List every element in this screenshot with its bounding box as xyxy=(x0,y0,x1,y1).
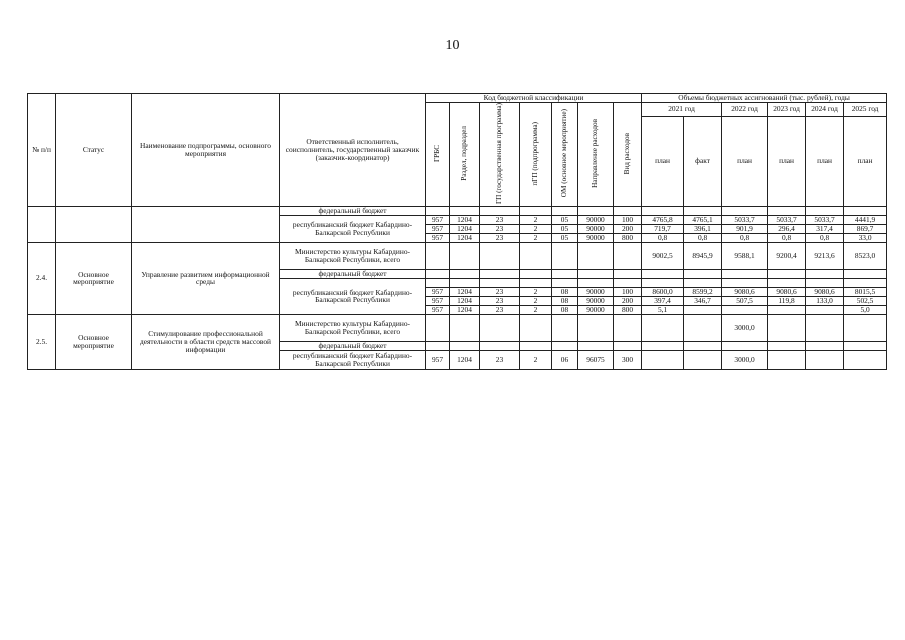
header-code-label: ГП (государственная программа) xyxy=(494,103,503,205)
cell: 9002,5 xyxy=(642,242,684,269)
cell: 33,0 xyxy=(844,233,887,242)
page-number: 10 xyxy=(445,38,460,53)
cell: 96075 xyxy=(578,350,614,369)
cell: 23 xyxy=(480,305,520,314)
cell: 23 xyxy=(480,224,520,233)
cell xyxy=(768,305,806,314)
cell xyxy=(684,305,722,314)
cell: 9588,1 xyxy=(722,242,768,269)
row-number: 2.5. xyxy=(28,314,56,369)
header-sub: план xyxy=(844,116,887,206)
cell: 4765,8 xyxy=(642,215,684,224)
header-code-label: Направление расходов xyxy=(590,119,599,188)
cell: 719,7 xyxy=(642,224,684,233)
header-code-col xyxy=(450,103,480,207)
cell: 2 xyxy=(520,287,552,296)
cell: 08 xyxy=(552,296,578,305)
resp-cell: республиканский бюджет Кабардино-Балкарской Республики xyxy=(280,278,426,314)
cell: 2 xyxy=(520,233,552,242)
cell: 1204 xyxy=(450,233,480,242)
cell: 23 xyxy=(480,215,520,224)
cell: 8015,5 xyxy=(844,287,887,296)
cell: 90000 xyxy=(578,224,614,233)
header-code-label: ОМ (основное мероприятие) xyxy=(559,109,568,198)
cell: 346,7 xyxy=(684,296,722,305)
cell xyxy=(768,350,806,369)
cell: 0,8 xyxy=(722,233,768,242)
cell: 957 xyxy=(426,296,450,305)
row-status: Основное мероприятие xyxy=(56,314,132,369)
cell: 06 xyxy=(552,350,578,369)
cell: 296,4 xyxy=(768,224,806,233)
cell: 05 xyxy=(552,215,578,224)
cell: 957 xyxy=(426,350,450,369)
cell: 957 xyxy=(426,224,450,233)
header-year: 2021 год xyxy=(642,103,722,117)
cell: 4441,9 xyxy=(844,215,887,224)
header-volume-group: Объемы бюджетных ассигнований (тыс. рублей), годы xyxy=(642,94,887,103)
header-sub: план xyxy=(722,116,768,206)
cell: 800 xyxy=(614,305,642,314)
header-sub: факт xyxy=(684,116,722,206)
header-code-col xyxy=(426,103,450,207)
cell: 2 xyxy=(520,350,552,369)
cell: 23 xyxy=(480,296,520,305)
row-name: Стимулирование профессиональной деятельности в области средств массовой информации xyxy=(132,314,280,369)
resp-cell: федеральный бюджет xyxy=(280,269,426,278)
row-number: 2.4. xyxy=(28,242,56,314)
table-row xyxy=(28,206,887,215)
cell: 1204 xyxy=(450,215,480,224)
cell: 502,5 xyxy=(844,296,887,305)
cell: 90000 xyxy=(578,296,614,305)
cell: 800 xyxy=(614,233,642,242)
cell: 397,4 xyxy=(642,296,684,305)
cell: 5,1 xyxy=(642,305,684,314)
cell xyxy=(806,350,844,369)
cell: 90000 xyxy=(578,287,614,296)
cell: 300 xyxy=(614,350,642,369)
header-year: 2025 год xyxy=(844,103,887,117)
cell: 08 xyxy=(552,305,578,314)
cell: 0,8 xyxy=(684,233,722,242)
header-year: 2024 год xyxy=(806,103,844,117)
cell: 3000,0 xyxy=(722,314,768,341)
cell: 317,4 xyxy=(806,224,844,233)
cell: 9080,6 xyxy=(768,287,806,296)
header-code-col xyxy=(552,103,578,207)
cell: 507,5 xyxy=(722,296,768,305)
cell: 2 xyxy=(520,305,552,314)
header-code-label: Вид расходов xyxy=(622,132,631,175)
cell: 200 xyxy=(614,296,642,305)
resp-cell: Министерство культуры Кабардино-Балкарской Республики, всего xyxy=(280,242,426,269)
cell: 5,0 xyxy=(844,305,887,314)
cell: 957 xyxy=(426,287,450,296)
budget-table xyxy=(27,93,887,370)
cell: 9213,6 xyxy=(806,242,844,269)
cell: 23 xyxy=(480,233,520,242)
cell: 5033,7 xyxy=(806,215,844,224)
cell: 100 xyxy=(614,215,642,224)
header-year: 2023 год xyxy=(768,103,806,117)
cell xyxy=(806,305,844,314)
row-status: Основное мероприятие xyxy=(56,242,132,314)
cell: 200 xyxy=(614,224,642,233)
cell: 2 xyxy=(520,224,552,233)
cell: 8945,9 xyxy=(684,242,722,269)
cell: 08 xyxy=(552,287,578,296)
cell: 1204 xyxy=(450,224,480,233)
table-row xyxy=(28,314,887,341)
cell: 0,8 xyxy=(642,233,684,242)
header-status: Статус xyxy=(56,94,132,207)
cell: 1204 xyxy=(450,287,480,296)
cell: 90000 xyxy=(578,233,614,242)
cell: 90000 xyxy=(578,305,614,314)
cell: 0,8 xyxy=(768,233,806,242)
header-sub: план xyxy=(806,116,844,206)
header-sub: план xyxy=(768,116,806,206)
cell: 100 xyxy=(614,287,642,296)
cell xyxy=(684,350,722,369)
header-code-label: ГРБС xyxy=(432,144,441,163)
header-code-col xyxy=(480,103,520,207)
cell: 1204 xyxy=(450,305,480,314)
cell xyxy=(722,305,768,314)
cell: 2 xyxy=(520,296,552,305)
cell: 0,8 xyxy=(806,233,844,242)
cell: 3000,0 xyxy=(722,350,768,369)
header-code-col xyxy=(578,103,614,207)
resp-cell: федеральный бюджет xyxy=(280,341,426,350)
cell: 23 xyxy=(480,287,520,296)
cell: 5033,7 xyxy=(768,215,806,224)
cell: 8599,2 xyxy=(684,287,722,296)
cell: 5033,7 xyxy=(722,215,768,224)
resp-cell: республиканский бюджет Кабардино-Балкарской Республики xyxy=(280,350,426,369)
header-row-1 xyxy=(28,94,887,103)
cell: 9200,4 xyxy=(768,242,806,269)
header-code-col xyxy=(614,103,642,207)
cell: 957 xyxy=(426,233,450,242)
resp-cell: федеральный бюджет xyxy=(280,206,426,215)
cell: 8523,0 xyxy=(844,242,887,269)
header-code-label: Раздел, подраздел xyxy=(459,126,468,181)
header-name: Наименование подпрограммы, основного мероприятия xyxy=(132,94,280,207)
header-code-label: пГП (подпрограмма) xyxy=(530,121,539,186)
cell: 396,1 xyxy=(684,224,722,233)
cell: 23 xyxy=(480,350,520,369)
cell: 4765,1 xyxy=(684,215,722,224)
cell: 9080,6 xyxy=(722,287,768,296)
resp-cell: Министерство культуры Кабардино-Балкарской Республики, всего xyxy=(280,314,426,341)
cell: 1204 xyxy=(450,296,480,305)
cell: 90000 xyxy=(578,215,614,224)
header-year: 2022 год xyxy=(722,103,768,117)
cell: 05 xyxy=(552,224,578,233)
cell: 869,7 xyxy=(844,224,887,233)
header-code-col xyxy=(520,103,552,207)
cell: 957 xyxy=(426,215,450,224)
table-row xyxy=(28,242,887,269)
cell: 1204 xyxy=(450,350,480,369)
header-code-group: Код бюджетной классификации xyxy=(426,94,642,103)
header-sub: план xyxy=(642,116,684,206)
cell: 119,8 xyxy=(768,296,806,305)
cell: 05 xyxy=(552,233,578,242)
cell: 901,9 xyxy=(722,224,768,233)
resp-cell: республиканский бюджет Кабардино-Балкарской Республики xyxy=(280,215,426,242)
cell: 8600,0 xyxy=(642,287,684,296)
cell: 2 xyxy=(520,215,552,224)
cell: 133,0 xyxy=(806,296,844,305)
cell: 957 xyxy=(426,305,450,314)
header-responsible: Ответственный исполнитель, соисполнитель, государственный заказчик (заказчик-координатор) xyxy=(280,94,426,207)
cell xyxy=(642,350,684,369)
cell xyxy=(844,350,887,369)
cell: 9080,6 xyxy=(806,287,844,296)
row-name: Управление развитием информационной среды xyxy=(132,242,280,314)
header-num: № п/п xyxy=(28,94,56,207)
